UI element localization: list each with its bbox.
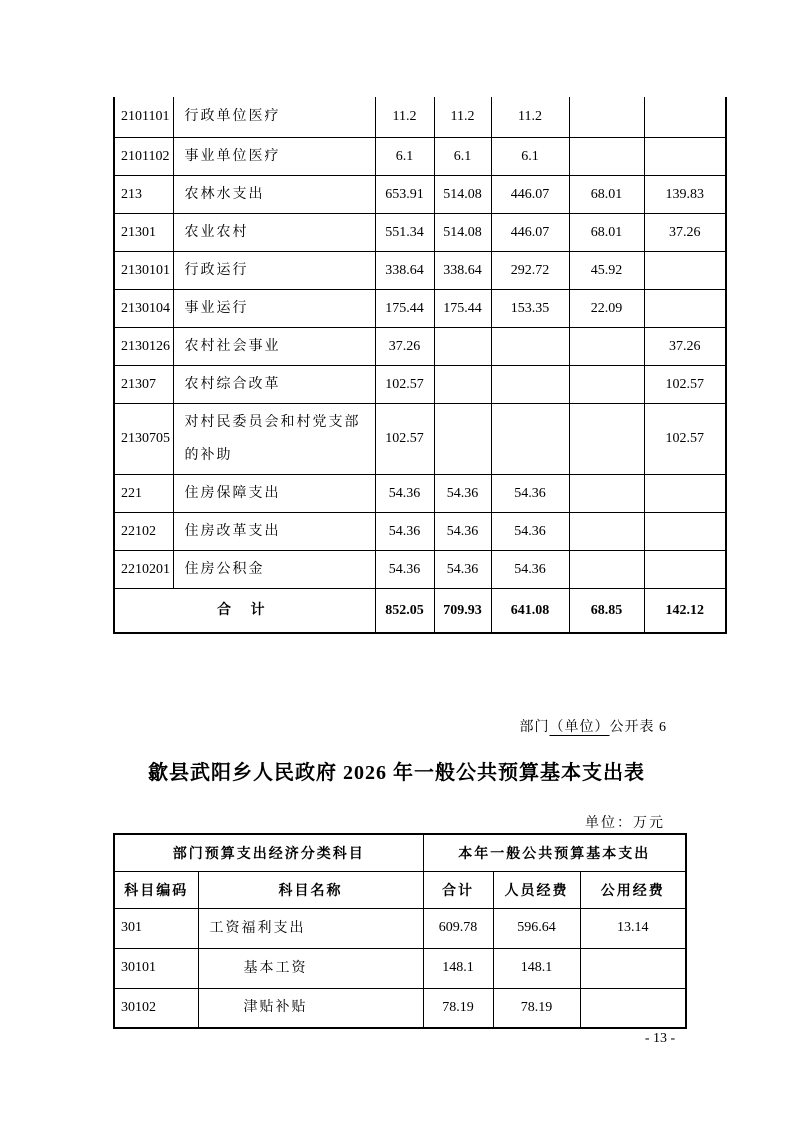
table-row <box>114 137 726 175</box>
value-cell <box>580 948 686 988</box>
value-cell: 22.09 <box>569 289 644 327</box>
table-row <box>114 289 726 327</box>
value-cell: 78.19 <box>493 988 580 1028</box>
value-cell: 338.64 <box>375 251 434 289</box>
code-cell: 221 <box>114 474 173 512</box>
value-cell: 68.01 <box>569 175 644 213</box>
name-cell: 事业单位医疗 <box>173 137 375 175</box>
table-row <box>114 550 726 588</box>
value-cell <box>569 137 644 175</box>
code-cell: 2210201 <box>114 550 173 588</box>
caption-prefix: 部门 <box>519 720 550 735</box>
value-cell: 6.1 <box>375 137 434 175</box>
code-cell: 2130705 <box>114 403 173 474</box>
value-cell <box>644 97 726 137</box>
page-number: - 13 - <box>644 1031 676 1046</box>
value-cell: 11.2 <box>375 97 434 137</box>
table-row <box>114 403 726 474</box>
value-cell: 6.1 <box>434 137 491 175</box>
value-cell: 54.36 <box>434 512 491 550</box>
value-cell: 11.2 <box>434 97 491 137</box>
value-cell <box>434 403 491 474</box>
value-cell: 446.07 <box>491 213 569 251</box>
code-cell: 21307 <box>114 365 173 403</box>
table-caption <box>520 716 668 736</box>
value-cell: 596.64 <box>493 908 580 948</box>
value-cell: 54.36 <box>434 474 491 512</box>
total-value-cell: 68.85 <box>569 588 644 633</box>
value-cell: 175.44 <box>375 289 434 327</box>
caption-underlined-part: （单位） <box>549 720 610 735</box>
value-cell <box>491 327 569 365</box>
value-cell: 609.78 <box>423 908 493 948</box>
value-cell: 148.1 <box>493 948 580 988</box>
value-cell <box>569 512 644 550</box>
value-cell: 78.19 <box>423 988 493 1028</box>
table-row <box>114 327 726 365</box>
value-cell: 514.08 <box>434 213 491 251</box>
value-cell: 139.83 <box>644 175 726 213</box>
code-cell: 30102 <box>114 988 198 1028</box>
table-row <box>114 213 726 251</box>
value-cell <box>644 137 726 175</box>
value-cell: 45.92 <box>569 251 644 289</box>
code-cell: 301 <box>114 908 198 948</box>
budget-table-continued <box>113 97 727 634</box>
column-header-name: 科目名称 <box>198 871 423 908</box>
code-cell: 30101 <box>114 948 198 988</box>
name-cell: 事业运行 <box>173 289 375 327</box>
value-cell: 514.08 <box>434 175 491 213</box>
code-cell: 2101101 <box>114 97 173 137</box>
value-cell <box>644 251 726 289</box>
total-value-cell: 852.05 <box>375 588 434 633</box>
value-cell: 54.36 <box>375 474 434 512</box>
value-cell: 54.36 <box>491 550 569 588</box>
value-cell: 292.72 <box>491 251 569 289</box>
value-cell: 54.36 <box>491 512 569 550</box>
value-cell: 102.57 <box>644 403 726 474</box>
table-row <box>114 97 726 137</box>
value-cell: 102.57 <box>375 403 434 474</box>
value-cell: 37.26 <box>644 213 726 251</box>
value-cell <box>569 403 644 474</box>
code-cell: 21301 <box>114 213 173 251</box>
value-cell: 54.36 <box>491 474 569 512</box>
value-cell <box>569 474 644 512</box>
unit-note: 单位：万元 <box>585 816 665 831</box>
value-cell: 551.34 <box>375 213 434 251</box>
value-cell <box>491 403 569 474</box>
code-cell: 2130101 <box>114 251 173 289</box>
total-value-cell: 641.08 <box>491 588 569 633</box>
name-cell: 农村综合改革 <box>173 365 375 403</box>
value-cell <box>491 365 569 403</box>
table-row <box>114 908 686 948</box>
name-cell: 住房保障支出 <box>173 474 375 512</box>
code-cell: 213 <box>114 175 173 213</box>
name-cell: 基本工资 <box>198 948 423 988</box>
value-cell: 13.14 <box>580 908 686 948</box>
value-cell: 338.64 <box>434 251 491 289</box>
column-header-public: 公用经费 <box>580 871 686 908</box>
name-cell: 农林水支出 <box>173 175 375 213</box>
basic-expenditure-table <box>113 833 687 1029</box>
value-cell: 54.36 <box>375 550 434 588</box>
name-cell: 工资福利支出 <box>198 908 423 948</box>
value-cell <box>569 97 644 137</box>
column-header-code: 科目编码 <box>114 871 198 908</box>
table-row <box>114 474 726 512</box>
code-cell: 2130104 <box>114 289 173 327</box>
name-cell: 住房公积金 <box>173 550 375 588</box>
value-cell <box>569 550 644 588</box>
value-cell: 6.1 <box>491 137 569 175</box>
table-row <box>114 251 726 289</box>
caption-suffix: 公开表 6 <box>609 720 667 735</box>
group-header-current-year: 本年一般公共预算基本支出 <box>423 834 686 871</box>
value-cell: 446.07 <box>491 175 569 213</box>
value-cell <box>644 550 726 588</box>
table2-body <box>114 908 686 1028</box>
value-cell <box>580 988 686 1028</box>
value-cell <box>644 512 726 550</box>
group-header-classification: 部门预算支出经济分类科目 <box>114 834 423 871</box>
code-cell: 22102 <box>114 512 173 550</box>
name-cell: 农村社会事业 <box>173 327 375 365</box>
total-value-cell: 142.12 <box>644 588 726 633</box>
page-title: 歙县武阳乡人民政府 2026 年一般公共预算基本支出表 <box>148 762 645 784</box>
group-header-row <box>114 834 686 871</box>
value-cell <box>644 289 726 327</box>
value-cell <box>434 365 491 403</box>
column-header-total: 合计 <box>423 871 493 908</box>
name-cell: 对村民委员会和村党支部的补助 <box>173 403 375 474</box>
total-row <box>114 588 726 633</box>
value-cell: 102.57 <box>644 365 726 403</box>
name-cell: 行政单位医疗 <box>173 97 375 137</box>
value-cell: 653.91 <box>375 175 434 213</box>
code-cell: 2101102 <box>114 137 173 175</box>
name-cell: 津贴补贴 <box>198 988 423 1028</box>
name-cell: 住房改革支出 <box>173 512 375 550</box>
name-cell: 行政运行 <box>173 251 375 289</box>
value-cell <box>569 327 644 365</box>
code-cell: 2130126 <box>114 327 173 365</box>
table-row <box>114 365 726 403</box>
value-cell <box>644 474 726 512</box>
table1-body <box>114 97 726 633</box>
column-header-row <box>114 871 686 908</box>
value-cell: 11.2 <box>491 97 569 137</box>
value-cell: 148.1 <box>423 948 493 988</box>
table-row <box>114 175 726 213</box>
value-cell <box>434 327 491 365</box>
value-cell: 68.01 <box>569 213 644 251</box>
total-value-cell: 709.93 <box>434 588 491 633</box>
value-cell: 54.36 <box>434 550 491 588</box>
value-cell: 102.57 <box>375 365 434 403</box>
table-row <box>114 512 726 550</box>
table2-header <box>114 834 686 908</box>
name-cell: 农业农村 <box>173 213 375 251</box>
value-cell <box>569 365 644 403</box>
value-cell: 175.44 <box>434 289 491 327</box>
column-header-personnel: 人员经费 <box>493 871 580 908</box>
value-cell: 54.36 <box>375 512 434 550</box>
value-cell: 37.26 <box>644 327 726 365</box>
total-label-cell: 合 计 <box>114 588 375 633</box>
table-row <box>114 948 686 988</box>
value-cell: 153.35 <box>491 289 569 327</box>
value-cell: 37.26 <box>375 327 434 365</box>
table-row <box>114 988 686 1028</box>
